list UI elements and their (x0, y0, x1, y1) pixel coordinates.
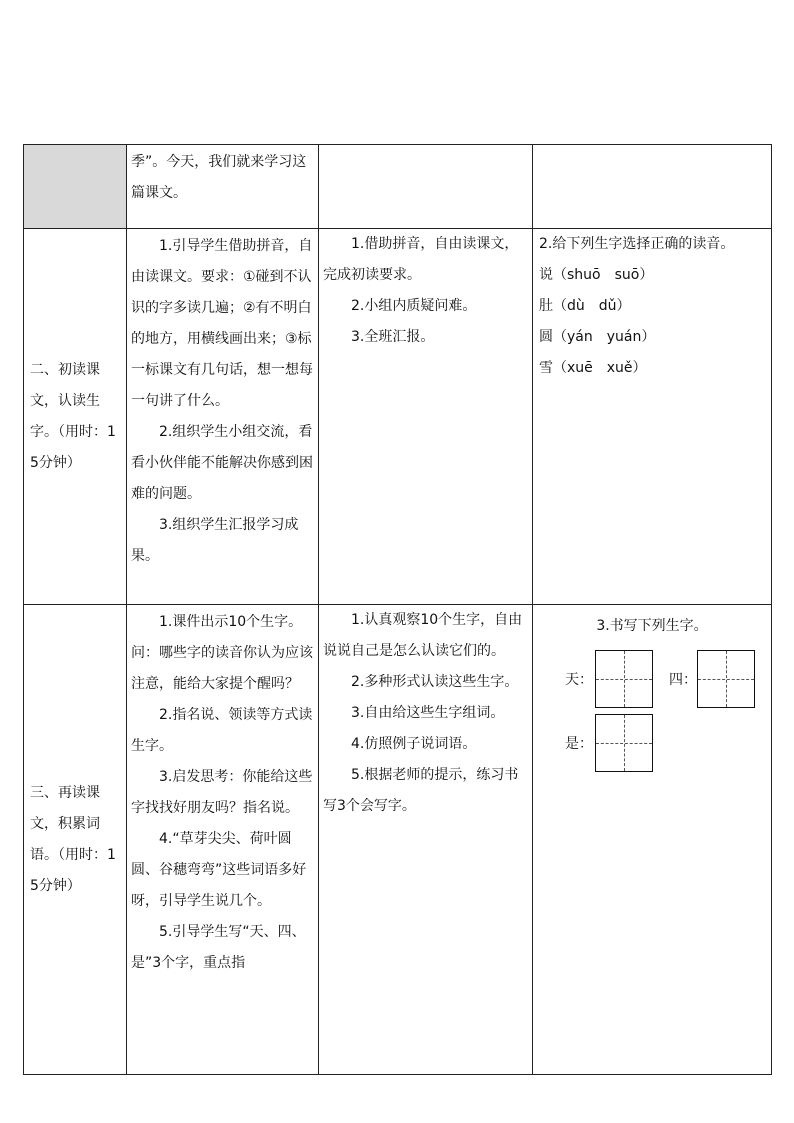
stage-label: 二、初读课文，认读生字。（用时：15分钟） (30, 361, 116, 471)
grid-label: 是： (565, 736, 593, 752)
teacher-step: 3.组织学生汇报学习成果。 (131, 517, 299, 564)
lesson-plan-table (23, 144, 772, 1075)
table-row (24, 229, 772, 605)
pronunciation-exercise (537, 229, 767, 384)
table-row (24, 605, 772, 1075)
teacher-step: 3.启发思考：你能给这些字找找好朋友吗？指名说。 (131, 769, 313, 816)
pinyin-option: 雪（xuē xuě） (539, 360, 647, 376)
student-activity-cell (319, 229, 533, 605)
pinyin-option: 说（shuō suō） (539, 267, 654, 283)
writing-grid-box[interactable] (697, 650, 755, 708)
student-step: 4.仿照例子说词语。 (351, 736, 477, 752)
exercise-cell (533, 605, 772, 1075)
grid-label: 四： (669, 672, 697, 688)
teacher-step: 5.引导学生写“天、四、是”3个字，重点指 (131, 924, 306, 971)
teacher-text: 季”。今天，我们就来学习这篇课文。 (131, 154, 307, 201)
teacher-activity-cell (127, 605, 319, 1075)
stage-cell (24, 229, 127, 605)
student-step: 1.认真观察10个生字，自由说说自己是怎么认读它们的。 (323, 612, 523, 659)
student-activity-cell (319, 145, 533, 229)
teacher-step: 1.引导学生借助拼音，自由读课文。要求：①碰到不认识的字多读几遍；②有不明白的地方，用横线画出来；③标一标课文有几句话，想一想每一句讲了什么。 (131, 238, 313, 409)
teacher-step: 4.“草芽尖尖、荷叶圆圆、谷穗弯弯”这些词语多好呀，引导学生说几个。 (131, 831, 307, 909)
writing-grid-area (537, 642, 767, 772)
student-activity-cell (319, 605, 533, 1075)
exercise-title: 2.给下列生字选择正确的读音。 (539, 236, 735, 252)
student-step: 2.多种形式认读这些生字。 (351, 674, 519, 690)
stage-cell (24, 605, 127, 1075)
pinyin-option: 圆（yán yuán） (539, 329, 656, 345)
teacher-step: 2.组织学生小组交流，看看小伙伴能不能解决你感到困难的问题。 (131, 424, 313, 502)
student-step: 3.全班汇报。 (351, 329, 435, 345)
teacher-activity-cell (127, 145, 319, 229)
stage-cell (24, 145, 127, 229)
student-step: 5.根据老师的提示，练习书写3个会写字。 (323, 767, 519, 814)
exercise-cell (533, 229, 772, 605)
teacher-activity-cell (127, 229, 319, 605)
teacher-step: 1.课件出示10个生字。问：哪些字的读音你认为应该注意，能给大家提个醒吗？ (131, 614, 313, 692)
pinyin-option: 肚（dù dǔ） (539, 298, 631, 314)
table-row (24, 145, 772, 229)
teacher-step: 2.指名说、领读等方式读生字。 (131, 707, 313, 754)
exercise-cell (533, 145, 772, 229)
student-step: 1.借助拼音，自由读课文，完成初读要求。 (323, 236, 519, 283)
writing-grid-box[interactable] (595, 714, 653, 772)
writing-exercise (537, 605, 767, 772)
grid-label: 天： (565, 672, 593, 688)
stage-label: 三、再读课文，积累词语。（用时：15分钟） (30, 784, 116, 894)
writing-grid-box[interactable] (595, 650, 653, 708)
student-step: 2.小组内质疑问难。 (351, 298, 477, 314)
exercise-title: 3.书写下列生字。 (596, 618, 708, 634)
student-step: 3.自由给这些生字组词。 (351, 705, 505, 721)
